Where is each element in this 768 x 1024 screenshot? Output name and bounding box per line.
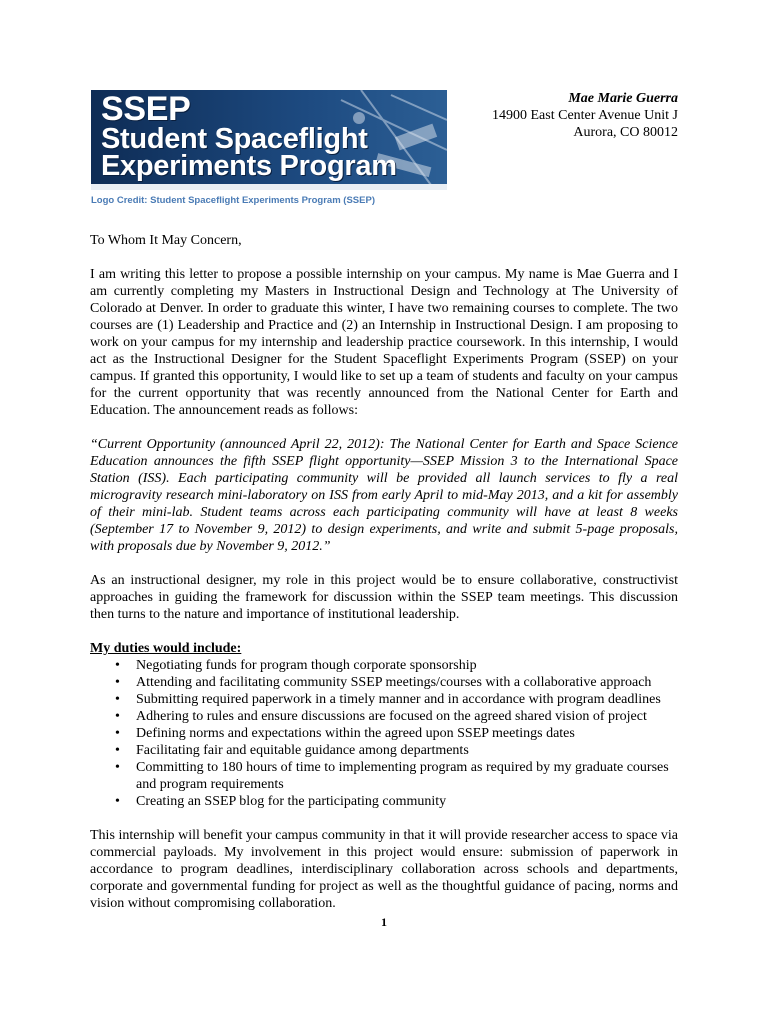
list-item	[115, 793, 678, 810]
list-item-text: Negotiating funds for program though corporate sponsorship	[136, 658, 477, 673]
duties-heading: My duties would include:	[90, 641, 242, 656]
logo-credit: Logo Credit: Student Spaceflight Experiments Program (SSEP)	[91, 195, 375, 206]
list-item-text: Committing to 180 hours of time to implementing program as required by my graduate courses and program requirements	[136, 760, 669, 792]
logo-subtitle-line2: Experiments Program	[101, 150, 397, 182]
list-item-text: Adhering to rules and ensure discussions are focused on the agreed shared vision of project	[136, 709, 647, 724]
bullet-icon: •	[115, 692, 120, 707]
sender-address-line2: Aurora, CO 80012	[573, 125, 678, 140]
bullet-icon: •	[115, 675, 120, 690]
paragraph-role: As an instructional designer, my role in this project would be to ensure collaborative, constructivist approaches in guiding the framework for discussion within the SSEP team meetings. This discussion then turns to the nature and importance of institutional leadership.	[90, 573, 678, 622]
list-item	[115, 657, 678, 674]
paragraph-benefits: This internship will benefit your campus community in that it will provide researcher access to space via commercial payloads. My involvement in this project would ensure: submission of paperwork in accordance to program deadlines, interdisciplinary collaboration across schools and departments, corporate and governmental funding for project as well as the thoughtful guidance of pacing, norms and vision without compromising collaboration.	[90, 828, 678, 911]
sender-address-line1: 14900 East Center Avenue Unit J	[492, 108, 678, 123]
bullet-icon: •	[115, 743, 120, 758]
bullet-icon: •	[115, 794, 120, 809]
bullet-icon: •	[115, 760, 120, 775]
list-item-text: Facilitating fair and equitable guidance among departments	[136, 743, 469, 758]
list-item	[115, 674, 678, 691]
paragraph-intro: I am writing this letter to propose a possible internship on your campus. My name is Mae Guerra and I am currently completing my Masters in Instructional Design and Technology at The University of Colorado at Denver. In order to graduate this winter, I have two remaining courses to complete. The two courses are (1) Leadership and Practice and (2) an Internship in Instructional Design. I am proposing to work on your campus for my internship and leadership practice coursework. In this internship, I would act as the Instructional Designer for the Student Spaceflight Experiments Program (SSEP) on your campus. If granted this opportunity, I would like to set up a team of students and faculty on your campus for the current opportunity that was recently announced from the National Center for Earth and Education. The announcement reads as follows:	[90, 267, 678, 418]
list-item	[115, 742, 678, 759]
ssep-logo	[91, 90, 447, 190]
bullet-icon: •	[115, 658, 120, 673]
page-number: 1	[381, 915, 387, 929]
list-item-text: Creating an SSEP blog for the participating community	[136, 794, 447, 809]
announcement-quote: “Current Opportunity (announced April 22, 2012): The National Center for Earth and Space Science Education announces the fifth SSEP flight opportunity—SSEP Mission 3 to the International Space Station (ISS). Each participating community will be provided all launch services to fly a real microgravity research mini-laboratory on ISS from early April to mid-May 2013, and a kit for assembly of their mini-lab. Student teams across each participating community will have at least 8 weeks (September 17 to November 9, 2012) to design experiments, and write and submit 5-page proposals, with proposals due by November 9, 2012.”	[90, 437, 678, 554]
list-item	[115, 708, 678, 725]
list-item	[115, 691, 678, 708]
sender-name: Mae Marie Guerra	[568, 91, 678, 106]
list-item-text: Submitting required paperwork in a timely manner and in accordance with program deadlines	[136, 692, 661, 707]
list-item	[115, 725, 678, 742]
letter-body	[90, 232, 678, 912]
list-item-text: Attending and facilitating community SSEP meetings/courses with a collaborative approach	[136, 675, 652, 690]
bullet-icon: •	[115, 726, 120, 741]
bullet-icon: •	[115, 709, 120, 724]
list-item	[115, 759, 678, 793]
logo-title: SSEP	[101, 90, 191, 128]
list-item-text: Defining norms and expectations within the agreed upon SSEP meetings dates	[136, 726, 575, 741]
greeting: To Whom It May Concern,	[90, 233, 242, 248]
sender-address-block	[492, 90, 678, 141]
logo-subtitle-line1: Student Spaceflight	[101, 123, 368, 155]
duties-list	[90, 657, 678, 810]
